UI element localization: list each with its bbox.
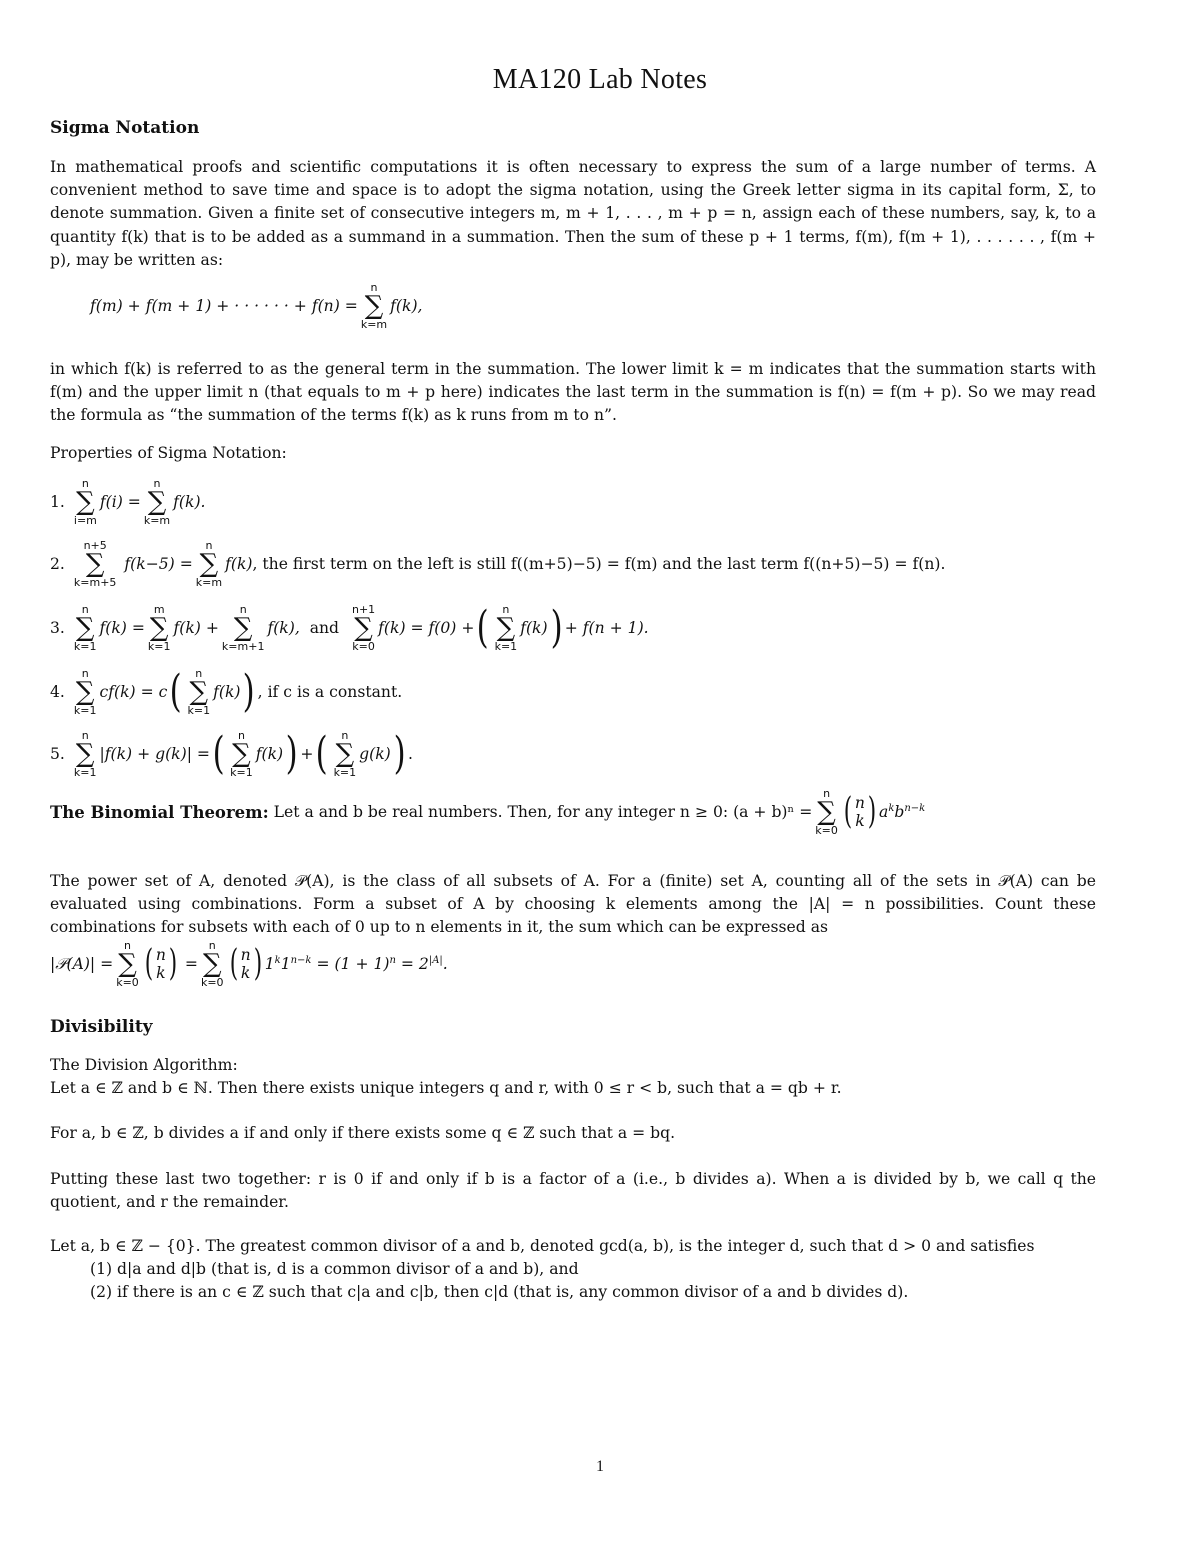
binomial-text: Let a and b be real numbers. Then, for any integer n ≥ 0: (a + b)ⁿ = <box>273 803 813 821</box>
formula-lhs: f(m) + f(m + 1) + · · · · · · + f(n) = <box>90 297 358 315</box>
properties-heading: Properties of Sigma Notation: <box>50 444 287 462</box>
section-heading-divisibility: Divisibility <box>50 1017 153 1037</box>
sigma-definition-formula <box>90 282 423 330</box>
property-2-note: , the first term on the left is still f((m+5)−5) = f(m) and the last term f((n+5)−5) = f(n). <box>252 555 946 573</box>
quotient-remainder-paragraph: Putting these last two together: r is 0 if and only if b is a factor of a (i.e., b divides a). When a is divided by b, we call q the quotient, and r the remainder. <box>50 1170 1096 1212</box>
gcd-condition-2: (2) if there is an c ∈ ℤ such that c|a and c|b, then c|d (that is, any common divisor of a and b divides d). <box>90 1283 909 1301</box>
property-3-and: and <box>309 619 340 637</box>
sigma-explanation-paragraph: in which f(k) is referred to as the general term in the summation. The lower limit k = m indicates that the summation starts with f(m) and the upper limit n (that equals to m + p here) indicates the last term in the summation is f(n) = f(m + p). So we may read the formula as “the summation of the terms f(k) as k runs from m to n”. <box>50 360 1096 425</box>
division-algorithm-title: The Division Algorithm: <box>50 1056 238 1074</box>
gcd-condition-1: (1) d|a and d|b (that is, d is a common divisor of a and b), and <box>90 1260 579 1278</box>
division-algorithm-statement: Let a ∈ ℤ and b ∈ ℕ. Then there exists unique integers q and r, with 0 ≤ r < b, such that a = qb + r. <box>50 1079 842 1097</box>
formula-rhs: f(k), <box>390 297 423 315</box>
sigma-symbol: n ∑ k=m <box>360 281 388 331</box>
page-title: MA120 Lab Notes <box>492 64 708 95</box>
property-3: 3. n ∑ k=1 f(k) = m ∑ k=1 f(k) + n ∑ k=m+1 f(k), and n+1 ∑ k=0 f(k) = f(0) + ( n ∑ k=1 f(k) ) + f(n + 1). <box>50 602 649 653</box>
divides-definition: For a, b ∈ ℤ, b divides a if and only if there exists some q ∈ ℤ such that a = bq. <box>50 1124 676 1142</box>
powerset-paragraph: The power set of A, denoted 𝒫(A), is the class of all subsets of A. For a (finite) set A, counting all of the sets in 𝒫(A) can be evaluated using combinations. Form a subset of A by choosing k elements among the |A| = n possibilities. Count these combinations for subsets with each of 0 up to n elements in it, the sum which can be expressed as <box>50 872 1096 937</box>
property-1: 1. n ∑ i=m f(i) = n ∑ k=m f(k). <box>50 477 206 527</box>
binomial-label: The Binomial Theorem: <box>50 802 269 822</box>
property-2: 2. n+5 ∑ k=m+5 f(k−5) = n ∑ k=m f(k) , the first term on the left is still f((m+5)−5) = f(m) and the last term f((n+5)−5) = f(n). <box>50 539 946 589</box>
sigma-intro-paragraph: In mathematical proofs and scientific computations it is often necessary to express the sum of a large number of terms. A convenient method to save time and space is to adopt the sigma notation, using the Greek letter sigma in its capital form, Σ, to denote summation. Given a finite set of consecutive integers m, m + 1, . . . , m + p = n, assign each of these numbers, say, k, to a quantity f(k) that is to be added as a summand in a summation. Then the sum of these p + 1 terms, f(m), f(m + 1), . . . . . . , f(m + p), may be written as: <box>50 158 1096 269</box>
property-4-note: , if c is a constant. <box>257 683 403 701</box>
section-heading-sigma: Sigma Notation <box>50 118 200 138</box>
binomial-theorem: The Binomial Theorem: Let a and b be real numbers. Then, for any integer n ≥ 0: (a + b)ⁿ = n ∑ k=0 ( n k ) $a^kb^{n-k}$ <box>50 787 926 837</box>
powerset-formula: |𝒫(A)| = n ∑ k=0 ( n k ) = n ∑ k=0 ( n k ) $1^k1^{n-k} = (1 + 1)^n = 2^{|A|}$. <box>50 939 448 989</box>
property-4: 4. n ∑ k=1 cf(k) = c ( n ∑ k=1 f(k) ) , if c is a constant. <box>50 666 403 717</box>
page-number: 1 <box>596 1458 604 1475</box>
gcd-definition: Let a, b ∈ ℤ − {0}. The greatest common divisor of a and b, denoted gcd(a, b), is the integer d, such that d > 0 and satisfies <box>50 1237 1035 1255</box>
property-5: 5. n ∑ k=1 |f(k) + g(k)| = ( n ∑ k=1 f(k) ) + ( n ∑ k=1 g(k) ) . <box>50 728 413 779</box>
